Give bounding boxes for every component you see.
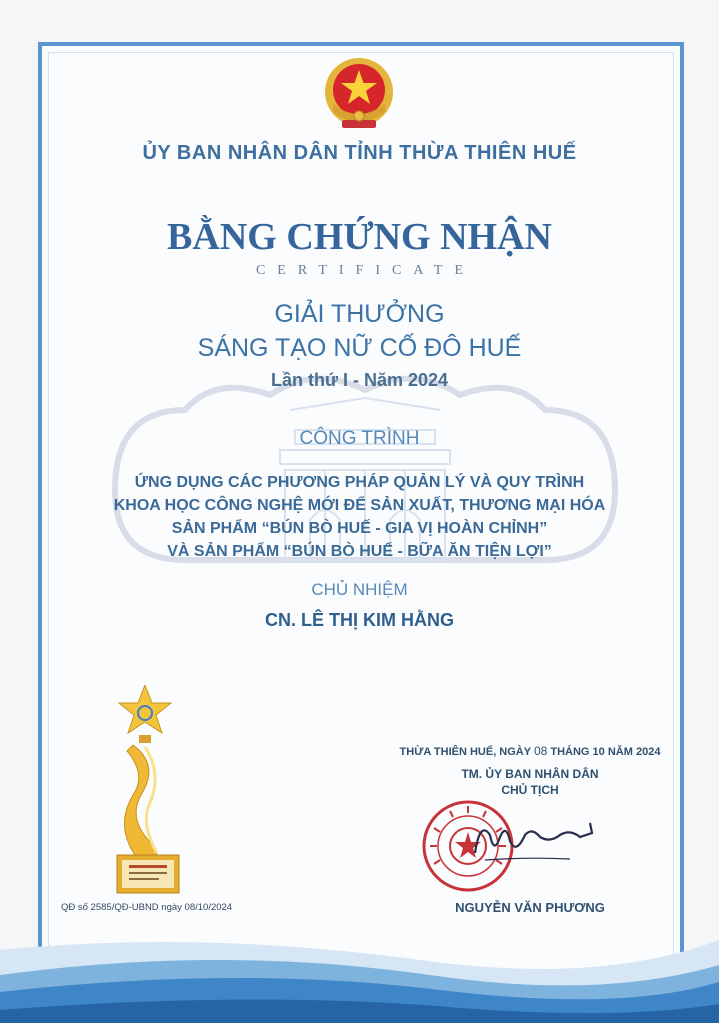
- award-name-line-1: GIẢI THƯỞNG: [274, 300, 445, 328]
- signing-office: TM. ỦY BAN NHÂN DÂN: [461, 767, 599, 781]
- signing-position: CHỦ TỊCH: [501, 783, 559, 797]
- decorative-waves: [0, 920, 719, 1023]
- certificate-title: BẰNG CHỨNG NHẬN: [167, 216, 552, 258]
- work-title-line: KHOA HỌC CÔNG NGHỆ MỚI ĐỂ SẢN XUẤT, THƯƠNG MẠI HÓA: [113, 497, 606, 514]
- award-edition: Lần thứ I - Năm 2024: [270, 370, 449, 390]
- work-title-line: SẢN PHẨM “BÚN BÒ HUẾ - GIA VỊ HOÀN CHỈNH”: [171, 520, 548, 537]
- award-name-line-2: SÁNG TẠO NỮ CỐ ĐÔ HUẾ: [197, 334, 522, 362]
- work-heading: CÔNG TRÌNH: [299, 428, 420, 449]
- work-title-line: VÀ SẢN PHẨM “BÚN BÒ HUẾ - BỮA ĂN TIỆN LỢI”: [167, 543, 552, 560]
- issuing-organization: ỦY BAN NHÂN DÂN TỈNH THỪA THIÊN HUẾ: [142, 142, 577, 164]
- handwritten-signature: [470, 815, 600, 865]
- decision-reference: QĐ số 2585/QĐ-UBND ngày 08/10/2024: [61, 902, 233, 913]
- signing-place-date: THỪA THIÊN HUẾ, NGÀY 08 THÁNG 10 NĂM 2024: [399, 744, 661, 758]
- star-trophy-icon: [105, 685, 195, 900]
- certificate-subtitle: CERTIFICATE: [255, 263, 476, 278]
- work-title-line: ỨNG DỤNG CÁC PHƯƠNG PHÁP QUẢN LÝ VÀ QUY TRÌNH: [134, 474, 585, 491]
- lead-heading: CHỦ NHIỆM: [311, 580, 408, 599]
- lead-name: CN. LÊ THỊ KIM HẰNG: [265, 610, 454, 630]
- national-emblem-icon: [318, 54, 400, 138]
- signer-name: NGUYỄN VĂN PHƯƠNG: [455, 900, 605, 915]
